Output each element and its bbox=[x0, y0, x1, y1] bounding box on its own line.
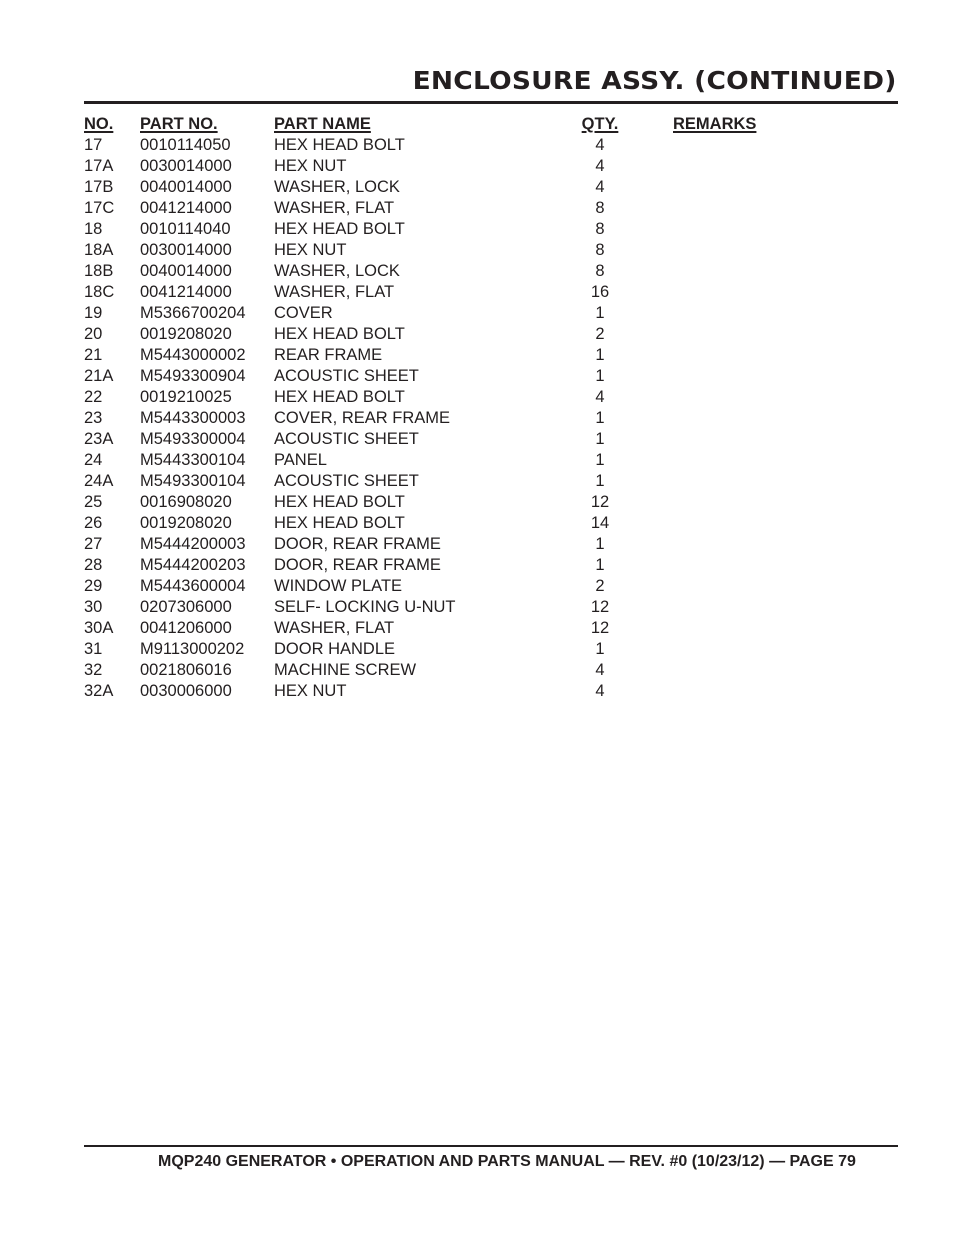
column-header-qty: QTY. bbox=[581, 115, 619, 133]
table-row bbox=[84, 387, 844, 408]
cell-no: 32A bbox=[84, 682, 114, 700]
cell-part-name: MACHINE SCREW bbox=[274, 661, 417, 679]
cell-part-name: PANEL bbox=[274, 451, 327, 469]
cell-no: 23A bbox=[84, 430, 114, 448]
cell-no: 23 bbox=[84, 409, 103, 427]
cell-part-name: ACOUSTIC SHEET bbox=[274, 430, 419, 448]
cell-qty: 4 bbox=[595, 157, 605, 175]
cell-part-name: REAR FRAME bbox=[274, 346, 383, 364]
column-header-part-name: PART NAME bbox=[274, 115, 371, 133]
cell-part-no: 0016908020 bbox=[140, 493, 232, 511]
cell-part-name: SELF- LOCKING U-NUT bbox=[274, 598, 456, 616]
cell-qty: 8 bbox=[595, 220, 605, 238]
cell-qty: 1 bbox=[595, 535, 605, 553]
table-row bbox=[84, 471, 844, 492]
cell-qty: 1 bbox=[595, 472, 605, 490]
table-row bbox=[84, 198, 844, 219]
cell-part-name: DOOR, REAR FRAME bbox=[274, 535, 441, 553]
cell-part-name: DOOR, REAR FRAME bbox=[274, 556, 441, 574]
table-row bbox=[84, 135, 844, 156]
table-row bbox=[84, 660, 844, 681]
cell-no: 17B bbox=[84, 178, 114, 196]
table-row bbox=[84, 513, 844, 534]
column-header-no: NO. bbox=[84, 115, 114, 133]
table-row bbox=[84, 450, 844, 471]
cell-part-name: COVER, REAR FRAME bbox=[274, 409, 451, 427]
cell-qty: 1 bbox=[595, 640, 605, 658]
cell-no: 20 bbox=[84, 325, 103, 343]
cell-part-no: M5366700204 bbox=[140, 304, 246, 322]
cell-no: 24A bbox=[84, 472, 114, 490]
cell-no: 19 bbox=[84, 304, 103, 322]
table-row bbox=[84, 261, 844, 282]
table-row bbox=[84, 597, 844, 618]
cell-part-name: HEX HEAD BOLT bbox=[274, 493, 405, 511]
cell-part-no: 0010114050 bbox=[140, 136, 231, 154]
column-header-part-no: PART NO. bbox=[140, 115, 218, 133]
cell-qty: 4 bbox=[595, 682, 605, 700]
cell-qty: 14 bbox=[590, 514, 610, 532]
cell-part-name: HEX HEAD BOLT bbox=[274, 136, 405, 154]
cell-part-no: 0041206000 bbox=[140, 619, 232, 637]
cell-no: 28 bbox=[84, 556, 103, 574]
cell-part-no: M5443600004 bbox=[140, 577, 246, 595]
cell-no: 17C bbox=[84, 199, 115, 217]
column-header-remarks: REMARKS bbox=[673, 115, 757, 133]
cell-part-no: M5493300904 bbox=[140, 367, 246, 385]
cell-part-name: HEX NUT bbox=[274, 682, 347, 700]
table-row bbox=[84, 366, 844, 387]
cell-part-no: M5443300104 bbox=[140, 451, 246, 469]
cell-qty: 4 bbox=[595, 661, 605, 679]
cell-part-name: HEX HEAD BOLT bbox=[274, 388, 405, 406]
cell-part-name: WASHER, LOCK bbox=[274, 178, 400, 196]
cell-part-name: HEX HEAD BOLT bbox=[274, 325, 405, 343]
cell-part-name: HEX NUT bbox=[274, 157, 347, 175]
cell-qty: 4 bbox=[595, 136, 605, 154]
cell-part-name: WASHER, LOCK bbox=[274, 262, 400, 280]
table-row bbox=[84, 219, 844, 240]
table-row bbox=[84, 408, 844, 429]
cell-no: 18C bbox=[84, 283, 115, 301]
cell-qty: 2 bbox=[595, 325, 605, 343]
cell-part-no: M5443300003 bbox=[140, 409, 246, 427]
cell-qty: 16 bbox=[590, 283, 610, 301]
cell-no: 29 bbox=[84, 577, 103, 595]
cell-no: 18 bbox=[84, 220, 103, 238]
table-row bbox=[84, 282, 844, 303]
table-row bbox=[84, 555, 844, 576]
cell-no: 27 bbox=[84, 535, 103, 553]
cell-part-no: 0040014000 bbox=[140, 262, 232, 280]
cell-qty: 1 bbox=[595, 430, 605, 448]
cell-no: 18B bbox=[84, 262, 114, 280]
cell-part-no: 0030014000 bbox=[140, 241, 232, 259]
cell-no: 24 bbox=[84, 451, 103, 469]
table-row bbox=[84, 303, 844, 324]
table-row bbox=[84, 324, 844, 345]
table-row bbox=[84, 240, 844, 261]
cell-part-no: M5493300104 bbox=[140, 472, 246, 490]
cell-qty: 4 bbox=[595, 178, 605, 196]
cell-part-name: WINDOW PLATE bbox=[274, 577, 403, 595]
cell-part-name: COVER bbox=[274, 304, 333, 322]
cell-qty: 1 bbox=[595, 556, 605, 574]
cell-qty: 12 bbox=[590, 493, 610, 511]
cell-part-name: HEX HEAD BOLT bbox=[274, 220, 405, 238]
table-row bbox=[84, 639, 844, 660]
cell-qty: 2 bbox=[595, 577, 605, 595]
table-row bbox=[84, 345, 844, 366]
parts-table bbox=[84, 114, 844, 702]
table-row bbox=[84, 618, 844, 639]
cell-qty: 1 bbox=[595, 367, 605, 385]
cell-part-name: HEX HEAD BOLT bbox=[274, 514, 405, 532]
page-footer: MQP240 GENERATOR • OPERATION AND PARTS MANUAL — REV. #0 (10/23/12) — PAGE 79 bbox=[158, 1153, 856, 1170]
cell-part-no: 0041214000 bbox=[140, 283, 232, 301]
cell-part-no: 0021806016 bbox=[140, 661, 232, 679]
table-header-row bbox=[84, 114, 844, 135]
cell-no: 31 bbox=[84, 640, 103, 658]
cell-part-no: M5444200003 bbox=[140, 535, 246, 553]
cell-qty: 12 bbox=[590, 598, 610, 616]
title-divider bbox=[84, 101, 898, 104]
cell-part-name: WASHER, FLAT bbox=[274, 619, 395, 637]
footer-divider bbox=[84, 1145, 898, 1147]
cell-qty: 1 bbox=[595, 304, 605, 322]
cell-part-no: M5493300004 bbox=[140, 430, 246, 448]
cell-part-no: 0207306000 bbox=[140, 598, 232, 616]
cell-no: 22 bbox=[84, 388, 103, 406]
cell-qty: 1 bbox=[595, 346, 605, 364]
cell-no: 17A bbox=[84, 157, 114, 175]
cell-part-no: 0019208020 bbox=[140, 514, 232, 532]
cell-part-no: 0041214000 bbox=[140, 199, 232, 217]
cell-qty: 4 bbox=[595, 388, 605, 406]
cell-no: 21A bbox=[84, 367, 114, 385]
cell-part-no: 0030014000 bbox=[140, 157, 232, 175]
cell-part-name: DOOR HANDLE bbox=[274, 640, 396, 658]
cell-no: 21 bbox=[84, 346, 103, 364]
table-row bbox=[84, 534, 844, 555]
cell-qty: 8 bbox=[595, 262, 605, 280]
cell-part-name: WASHER, FLAT bbox=[274, 199, 395, 217]
cell-qty: 12 bbox=[590, 619, 610, 637]
table-row bbox=[84, 681, 844, 702]
cell-qty: 8 bbox=[595, 241, 605, 259]
table-row bbox=[84, 429, 844, 450]
cell-qty: 1 bbox=[595, 451, 605, 469]
cell-part-no: 0010114040 bbox=[140, 220, 231, 238]
table-row bbox=[84, 492, 844, 513]
page-title: ENCLOSURE ASSY. (CONTINUED) bbox=[413, 66, 897, 95]
cell-no: 30 bbox=[84, 598, 103, 616]
cell-part-name: ACOUSTIC SHEET bbox=[274, 367, 419, 385]
cell-no: 18A bbox=[84, 241, 114, 259]
cell-no: 32 bbox=[84, 661, 103, 679]
cell-part-no: M5444200203 bbox=[140, 556, 246, 574]
table-row bbox=[84, 156, 844, 177]
cell-part-no: 0019208020 bbox=[140, 325, 232, 343]
table-row bbox=[84, 177, 844, 198]
cell-qty: 1 bbox=[595, 409, 605, 427]
table-row bbox=[84, 576, 844, 597]
cell-part-no: 0019210025 bbox=[140, 388, 232, 406]
cell-part-no: M5443000002 bbox=[140, 346, 246, 364]
cell-part-no: 0040014000 bbox=[140, 178, 232, 196]
cell-no: 17 bbox=[84, 136, 103, 154]
cell-part-name: ACOUSTIC SHEET bbox=[274, 472, 419, 490]
table-body bbox=[84, 135, 844, 702]
cell-no: 30A bbox=[84, 619, 114, 637]
cell-qty: 8 bbox=[595, 199, 605, 217]
cell-part-name: WASHER, FLAT bbox=[274, 283, 395, 301]
cell-no: 26 bbox=[84, 514, 103, 532]
cell-part-name: HEX NUT bbox=[274, 241, 347, 259]
cell-part-no: M9113000202 bbox=[140, 640, 245, 658]
cell-part-no: 0030006000 bbox=[140, 682, 232, 700]
cell-no: 25 bbox=[84, 493, 103, 511]
